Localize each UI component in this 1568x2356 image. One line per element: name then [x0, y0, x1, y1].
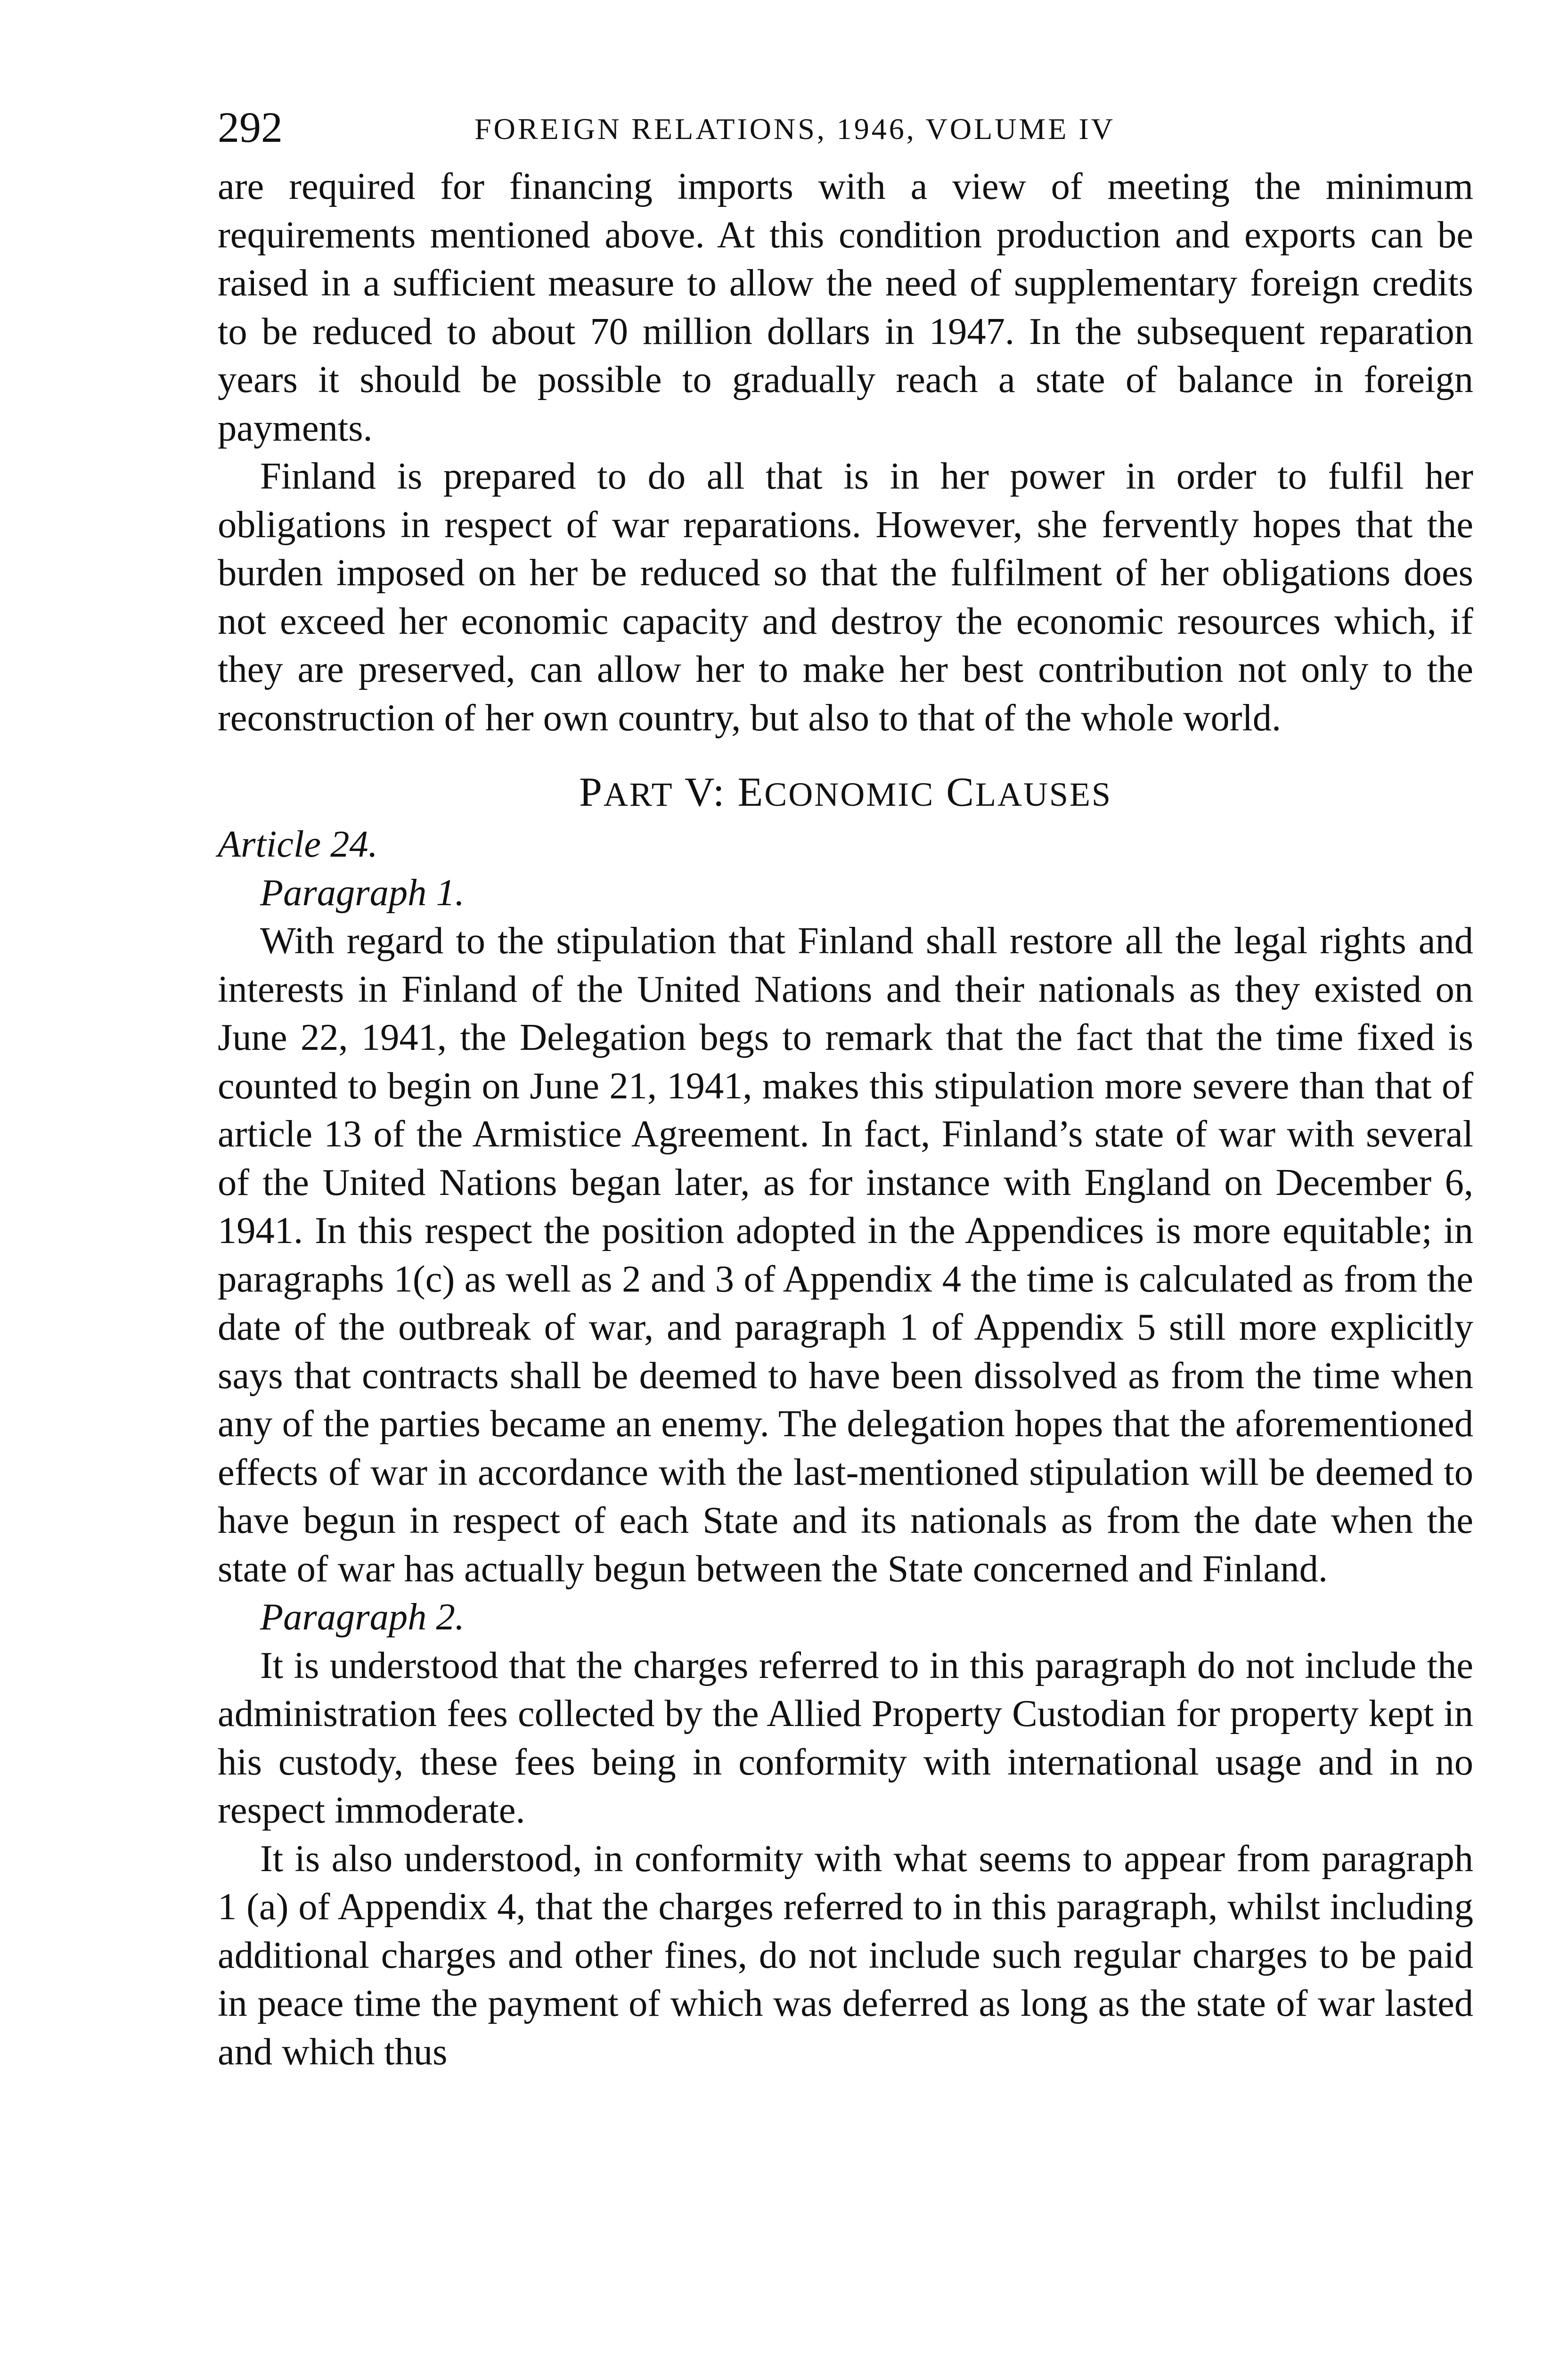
part-heading-initial-c: C — [934, 769, 975, 815]
body-paragraph: With regard to the stipulation that Finland shall restore all the legal rights and interests in Finland of the United Nations and their nationals as they existed on June 22, 1941, the Delegation begs to remark that the fact that the time fixed is counted to begin on June 21, 1941, makes this stipulation more severe than that of article 13 of the Armistice Agreement. In fact, Finland’s state of war with several of the United Nations began later, as for instance with England on December 6, 1941. In this respect the position adopted in the Appendices is more equitable; in paragraphs 1(c) as well as 2 and 3 of Appendix 4 the time is calculated as from the date of the outbreak of war, and paragraph 1 of Appendix 5 still more explicitly says that contracts shall be deemed to have been dissolved as from the time when any of the parties became an enemy. The delegation hopes that the aforementioned effects of war in accordance with the last-mentioned stipulation will be deemed to have begun in respect of each State and its nationals as from the date when the state of war has actually begun between the State concerned and Finland. — [218, 920, 1473, 1590]
body-paragraph: Finland is prepared to do all that is in her power in order to fulfil her obligations in respect of war reparations. However, she fervently hopes that the burden imposed on her be reduced so that the fulfilment of her obligations does not exceed her economic capacity and destroy the economic resources which, if they are preserved, can allow her to make her best contribution not only to the reconstruction of her own country, but also to that of the whole world. — [218, 455, 1473, 739]
running-head — [218, 101, 1473, 153]
article-heading: Article 24. — [218, 823, 378, 865]
part-heading-number: V: — [673, 769, 738, 815]
part-heading-economic: CONOMIC — [764, 776, 935, 813]
body-paragraph: It is understood that the charges referred to in this paragraph do not include the administration fees collected by the Allied Property Custodian for property kept in his custody, these fees being in conformity with international usage and in no respect immoderate. — [218, 1644, 1473, 1831]
page-number: 292 — [218, 103, 283, 151]
part-heading-clauses: LAUSES — [975, 776, 1112, 813]
part-heading-initial-e: E — [737, 769, 765, 815]
part-heading-part: ART — [603, 776, 674, 813]
running-title: FOREIGN RELATIONS, 1946, VOLUME IV — [474, 112, 1115, 146]
body-paragraph-continued: are required for financing imports with a view of meeting the minimum requirements mentioned above. At this condition production and exports can be raised in a sufficient measure to allow the need of supplementary foreign credits to be reduced to about 70 million dollars in 1947. In the subsequent reparation years it should be possible to gradually reach a state of balance in foreign payments. — [218, 165, 1473, 449]
part-heading-initial-p: P — [579, 769, 604, 815]
body-paragraph: It is also understood, in conformity with what seems to appear from paragraph 1 (a) of Appendix 4, that the charges referred to in this paragraph, whilst including additional charges and other fines, do not include such regular charges to be paid in peace time the payment of which was deferred as long as the state of war lasted and which thus — [218, 1837, 1473, 2073]
document-page — [218, 101, 1473, 2076]
paragraph-1-heading: Paragraph 1. — [260, 871, 465, 914]
paragraph-2-heading: Paragraph 2. — [260, 1596, 465, 1638]
part-heading — [218, 767, 1473, 820]
